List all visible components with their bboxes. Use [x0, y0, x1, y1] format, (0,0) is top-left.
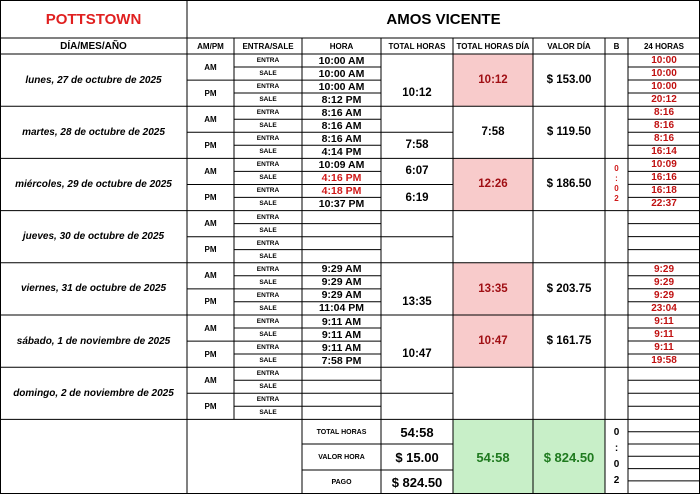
day-date: miércoles, 29 de octubre de 2025 — [15, 178, 172, 190]
b-char: 0 — [613, 427, 620, 438]
h24-value: 22:37 — [651, 198, 677, 210]
col-header-day-value: VALOR DÍA — [547, 41, 591, 51]
h24-value: 9:11 — [654, 342, 674, 353]
day-value: $ 119.50 — [546, 126, 592, 139]
day-date: martes, 28 de octubre de 2025 — [22, 126, 165, 138]
time-value: 8:16 AM — [321, 106, 362, 119]
employee-name: AMOS VICENTE — [386, 10, 501, 28]
h24-value: 23:04 — [651, 302, 677, 314]
entra-label: ENTRA — [256, 265, 280, 273]
h24-value: 16:14 — [651, 146, 677, 158]
summary-total-hours: 54:58 — [400, 424, 434, 440]
sale-label: SALE — [259, 383, 277, 391]
entra-label: ENTRA — [256, 83, 280, 90]
day-total-hours: 10:12 — [453, 54, 533, 106]
time-value: 10:00 AM — [318, 67, 365, 80]
b-char: 2 — [614, 194, 619, 204]
entra-label: ENTRA — [256, 187, 280, 195]
day-date: lunes, 27 de octubre de 2025 — [25, 74, 162, 86]
h24-value: 8:16 — [653, 133, 674, 145]
entra-label: ENTRA — [256, 57, 280, 64]
h24-value: 8:16 — [653, 120, 674, 132]
day-total-hours: 13:35 — [453, 263, 533, 315]
entra-label: ENTRA — [256, 318, 280, 325]
sale-label: SALE — [259, 70, 277, 77]
am-label: AM — [204, 166, 217, 176]
time-value: 8:12 PM — [321, 93, 362, 106]
sale-label: SALE — [259, 304, 277, 312]
h24-value: 19:58 — [651, 355, 677, 366]
time-value: 10:37 PM — [318, 197, 365, 210]
pm-label: PM — [204, 349, 217, 359]
am-label: AM — [204, 62, 217, 72]
day-date: jueves, 30 de octubre de 2025 — [22, 231, 165, 243]
time-value: 9:11 AM — [321, 341, 362, 354]
pm-label: PM — [204, 88, 217, 98]
summary-hour-value: $ 15.00 — [395, 449, 439, 465]
time-value: 9:11 AM — [321, 315, 362, 328]
b-char: 0 — [614, 184, 619, 194]
b-char: 2 — [613, 475, 620, 486]
entra-label: ENTRA — [256, 291, 280, 299]
h24-value: 10:00 — [651, 55, 677, 66]
city-title: POTTSTOWN — [45, 10, 142, 28]
h24-value: 16:18 — [651, 185, 677, 197]
h24-value: 10:00 — [651, 81, 677, 92]
entra-label: ENTRA — [256, 370, 280, 378]
h24-value: 8:16 — [653, 107, 674, 119]
sale-label: SALE — [259, 174, 277, 182]
day-total-hours: 7:58 — [481, 126, 505, 139]
time-value: 8:16 AM — [321, 119, 362, 132]
pm-label: PM — [204, 297, 217, 307]
entra-label: ENTRA — [256, 161, 280, 169]
combined-total-hours: 10:12 — [402, 87, 432, 100]
time-value: 7:58 PM — [321, 354, 362, 367]
pm-label: PM — [204, 245, 217, 255]
sale-label: SALE — [259, 252, 277, 260]
col-header-entry-exit: ENTRA/SALE — [242, 41, 294, 51]
time-value: 9:29 AM — [321, 276, 362, 289]
time-value: 9:11 AM — [321, 328, 362, 341]
sale-label: SALE — [259, 200, 277, 208]
time-value: 9:29 AM — [321, 263, 362, 276]
b-char: : — [614, 443, 619, 454]
am-label: AM — [204, 271, 217, 281]
time-value: 10:00 AM — [318, 80, 365, 93]
col-header-b: B — [613, 41, 620, 51]
sale-label: SALE — [259, 226, 277, 234]
time-value: 10:00 AM — [318, 54, 365, 67]
time-value: 4:16 PM — [321, 171, 362, 184]
col-header-total-hours-day: TOTAL HORAS DÍA — [456, 41, 530, 51]
sale-label: SALE — [259, 122, 277, 130]
col-header-time: HORA — [329, 41, 354, 51]
time-value: 4:18 PM — [321, 184, 362, 197]
am-label: AM — [204, 375, 217, 385]
h24-value: 9:29 — [653, 263, 674, 275]
pm-label: PM — [204, 140, 217, 150]
summary-hour-value-label: VALOR HORA — [318, 453, 365, 461]
col-header-total-hours: TOTAL HORAS — [388, 41, 446, 51]
day-total-hours: 12:26 — [453, 158, 533, 210]
am-label: AM — [204, 114, 217, 124]
summary-pay-label: PAGO — [331, 478, 352, 486]
col-header-date: DÍA/MES/AÑO — [60, 40, 127, 52]
summary-pay: $ 824.50 — [391, 474, 443, 490]
h24-value: 9:29 — [653, 289, 674, 301]
day-total-hours: 10:47 — [453, 315, 533, 367]
h24-value: 16:16 — [651, 172, 677, 184]
time-value: 4:14 PM — [321, 145, 362, 158]
am-label: AM — [204, 219, 217, 229]
h24-value: 9:11 — [654, 329, 674, 340]
h24-value: 9:29 — [653, 276, 674, 288]
summary-grand-value: $ 824.50 — [533, 420, 605, 494]
day-value: $ 161.75 — [546, 335, 592, 348]
am-total-hours: 6:07 — [405, 165, 429, 178]
combined-total-hours: 13:35 — [402, 295, 432, 308]
b-char: : — [615, 174, 618, 184]
pm-total-hours: 7:58 — [405, 139, 429, 152]
time-value: 10:09 AM — [318, 158, 365, 171]
day-value: $ 153.00 — [546, 74, 592, 87]
entra-label: ENTRA — [256, 135, 280, 143]
col-header-24h: 24 HORAS — [643, 41, 684, 51]
entra-label: ENTRA — [256, 239, 280, 247]
pm-label: PM — [204, 193, 217, 203]
sale-label: SALE — [259, 331, 277, 338]
combined-total-hours: 10:47 — [402, 348, 432, 361]
am-label: AM — [204, 323, 217, 333]
entra-label: ENTRA — [256, 109, 280, 117]
h24-value: 10:09 — [651, 159, 677, 171]
sale-label: SALE — [259, 357, 277, 364]
sale-label: SALE — [259, 96, 277, 103]
pm-total-hours: 6:19 — [405, 191, 429, 204]
time-value: 8:16 AM — [321, 132, 362, 145]
entra-label: ENTRA — [256, 213, 280, 221]
sale-label: SALE — [259, 278, 277, 286]
h24-value: 20:12 — [651, 94, 677, 105]
time-value: 11:04 PM — [319, 302, 364, 315]
pm-label: PM — [204, 401, 217, 411]
day-date: viernes, 31 de octubre de 2025 — [20, 283, 167, 295]
summary-grand-hours: 54:58 — [453, 420, 533, 494]
entra-label: ENTRA — [256, 344, 280, 351]
col-header-ampm: AM/PM — [197, 41, 224, 51]
day-value: $ 203.75 — [546, 282, 592, 295]
day-value: $ 186.50 — [546, 178, 592, 191]
day-date: domingo, 2 de noviembre de 2025 — [13, 387, 174, 399]
b-char: 0 — [614, 164, 619, 174]
entra-label: ENTRA — [256, 396, 280, 404]
h24-value: 9:11 — [654, 316, 674, 327]
b-char: 0 — [613, 459, 620, 470]
time-value: 9:29 AM — [321, 289, 362, 302]
sale-label: SALE — [259, 409, 277, 417]
summary-total-hours-label: TOTAL HORAS — [316, 428, 367, 436]
sale-label: SALE — [259, 148, 277, 156]
day-date: sábado, 1 de noviembre de 2025 — [16, 335, 171, 347]
h24-value: 10:00 — [651, 68, 677, 79]
